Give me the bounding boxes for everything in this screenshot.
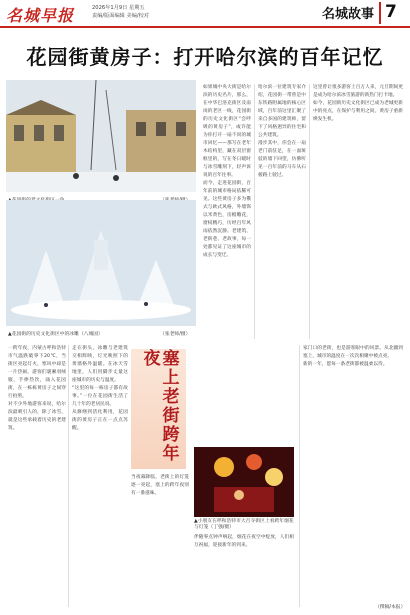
street-photo xyxy=(6,80,196,192)
new-year-photo xyxy=(194,447,294,517)
page-number: 7 xyxy=(379,2,397,24)
issue-date: 2026年1月9日 星期五 xyxy=(92,5,145,11)
article-column xyxy=(313,84,403,339)
article-paragraph: 漫步其中，你会在一扇老门前驻足，在一面斑驳的墙下回望，仿佛听见一百年前的马车从石板路上驶过。 xyxy=(258,141,306,178)
masthead: 名城早报 xyxy=(6,6,75,25)
photo-credit: （张老师/摄） xyxy=(160,332,191,337)
article-column xyxy=(194,534,294,607)
article-paragraph: 而今，走进花园街，百年前的城市格局依稀可见。这些黄房子多为俄式与欧式风格，外墙饰以米黄色，房檐雕花，窗棂精巧，历经百年风雨依然沉静。老建筑、老街巷、老故事，每一处都见证了这座城市的成长与变迁。 xyxy=(203,181,251,258)
article-paragraph: 如果城中央大街是哈尔滨的历史名片，那么，在中华巴洛克街区及南岗的老区一线，花园街的历史文化街区“会呼吸的黄房子”，或许能为你打开一扇不同的城市回忆——那写在老年木结构里，藏在双层窗框里的，写在冬日暖时与冰雪雕刻下，轻声诉说的百年往事。 xyxy=(203,85,251,178)
ice-sculpture-photo xyxy=(6,200,196,326)
article-paragraph: 哈尔滨一位建筑专家介绍，花园街一带曾是中东铁路附属地的核心区域，百年前这里汇聚了来自多国的建筑师，留下了风格迥异的住宅和公共建筑。 xyxy=(258,85,306,138)
article-column xyxy=(303,345,403,600)
article-paragraph: “这里的每一栋房子都有故事。”一位在花园街生活了几十年的老居民说。 xyxy=(72,386,128,407)
article-paragraph: 这里曾让很多游客上百万人来，元旦期间更是成为哈尔滨冰雪旅游的新热门打卡地。 xyxy=(313,85,403,98)
photo-caption: ▲花园街的历史文化街区中的冰雕（八城国） xyxy=(8,332,103,337)
column-divider xyxy=(68,345,69,607)
article-paragraph: 如今，花园街历史文化街区已成为老城更新中的亮点，在保护与利用之间，黄房子重新焕发生机。 xyxy=(313,101,403,122)
article-column xyxy=(258,84,306,339)
column-divider xyxy=(254,84,255,339)
article-paragraph: 一跨年夜，内蒙古呼和浩特市气温跌破零下20℃，当街区亮起灯火，寒风中却是一片热闹。游客们裹紧羽绒服，手捧热饮，涌入花园街，在一栋栋黄房子之间穿行拍照。 xyxy=(8,346,66,399)
article-paragraph: 新的一年，愿每一条老街都被温柔以待。 xyxy=(303,362,388,367)
column-divider xyxy=(309,84,310,339)
article-headline: 花园街黄房子：打开哈尔滨的百年记忆 xyxy=(26,45,384,69)
article-column xyxy=(8,345,66,607)
article-paragraph: 伴随零点钟声响起，烟花在夜空中绽放，人们相互祝福，迎接新年的到来。 xyxy=(194,535,294,548)
article-column xyxy=(131,474,189,607)
article-credit: （撰稿/本报） xyxy=(375,605,406,610)
article-paragraph: 对不少外地游客来说，哈尔滨最吸引人的，除了冰雪，就是这些承载着历史的老建筑。 xyxy=(8,402,66,431)
section-title: 名城故事 xyxy=(321,7,374,22)
article-paragraph: 家门口的老街，也是游客眼中的风景。从北疆到塞上，城市的温度在一次次相聚中被点亮。 xyxy=(303,346,403,359)
photo-caption: ▲小朋友在呼和浩特市大召寺街区上看跨年烟花与灯笼（丁强/摄） xyxy=(194,519,294,530)
column-divider xyxy=(299,345,300,607)
article-paragraph: 当夜幕降临，老街上的灯笼逐一亮起，塞上的跨年夜别有一番滋味。 xyxy=(131,475,189,496)
article-paragraph: 走在街头，冰雕与老建筑交相辉映，灯光映照下的黄墙格外温暖。在冰天雪地里，人们用脚步丈量这座城市的历史与温度。 xyxy=(72,346,128,383)
article-column xyxy=(72,345,128,607)
editor-line: 责编/版面编辑 美编/校对 xyxy=(92,13,150,19)
sidebar-title: 塞上老街跨年夜 xyxy=(131,349,186,469)
article-paragraph: 从修缮到活化利用，花园街的黄房子正在一点点苏醒。 xyxy=(72,410,128,431)
article-column xyxy=(203,84,251,339)
